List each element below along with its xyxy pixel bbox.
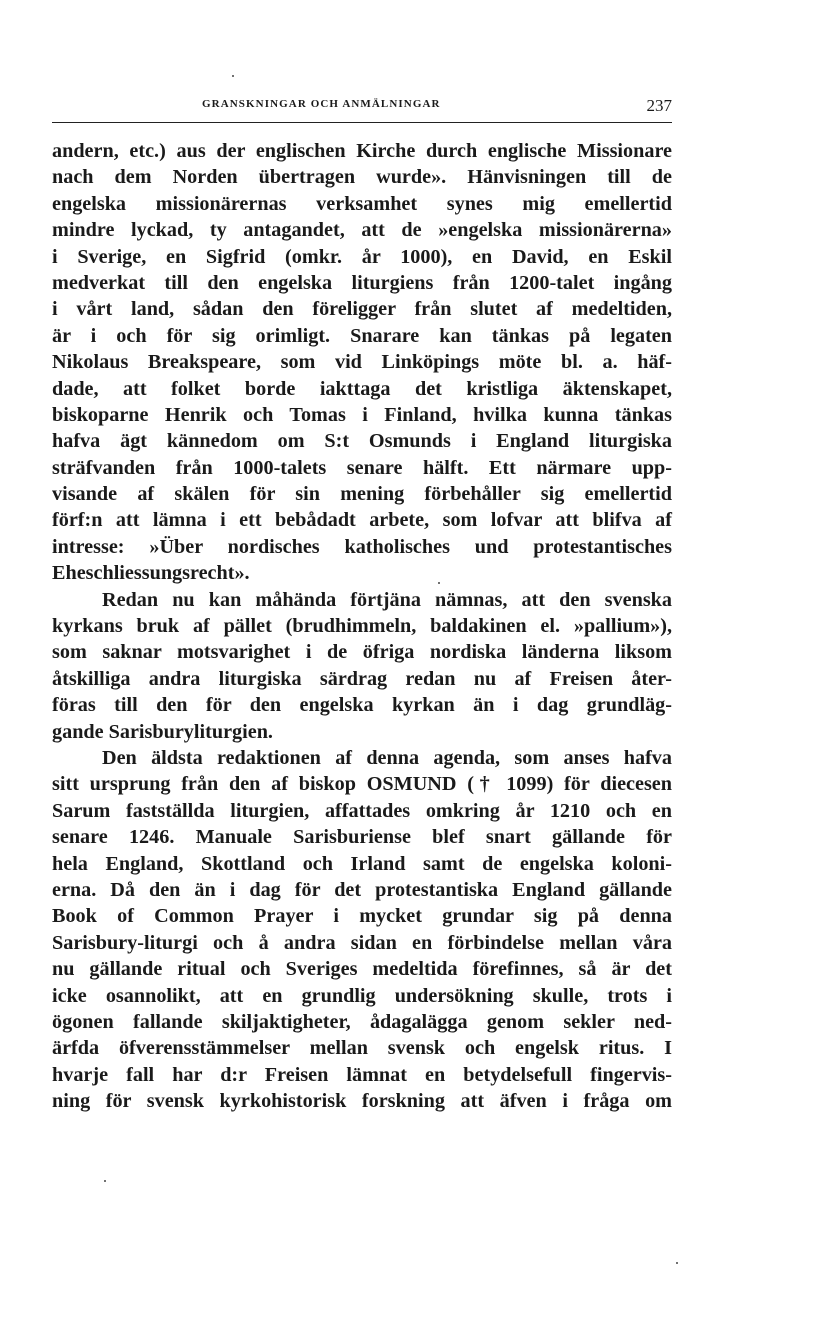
text-line: hela England, Skottland och Irland samt de engelska koloni-	[52, 852, 672, 875]
text-line: är i och för sig orimligt. Snarare kan tänkas på legaten	[52, 324, 672, 347]
speck-mid	[438, 582, 440, 584]
running-head: GRANSKNINGAR OCH ANMÄLNINGAR	[202, 98, 441, 110]
text-line: sträfvanden från 1000-talets senare hälft. Ett närmare upp-	[52, 456, 672, 479]
text-line: intresse: »Über nordisches katholisches und protestantisches	[52, 535, 672, 558]
text-line: sitt ursprung från den af biskop OSMUND († 1099) för diecesen	[52, 773, 672, 796]
text-line: Sarisbury-liturgi och å andra sidan en förbindelse mellan våra	[52, 931, 672, 954]
text-line: i vårt land, sådan den föreligger från slutet af medeltiden,	[52, 298, 672, 321]
speck-bottom	[104, 1180, 106, 1182]
text-line: hvarje fall har d:r Freisen lämnat en betydelsefull fingervis-	[52, 1063, 672, 1086]
paragraph-start-line: Redan nu kan måhända förtjäna nämnas, att den svenska	[102, 588, 672, 611]
speck-top	[232, 75, 234, 77]
paragraph-end-line: gande Sarisburyliturgien.	[52, 720, 273, 743]
body-text	[52, 138, 672, 1114]
text-line: nu gällande ritual och Sveriges medeltida förefinnes, så är det	[52, 958, 672, 981]
text-line: erna. Då den än i dag för det protestantiska England gällande	[52, 878, 672, 901]
text-line: ning för svensk kyrkohistorisk forskning att äfven i fråga om	[52, 1090, 672, 1113]
text-line: medverkat till den engelska liturgiens från 1200-talet ingång	[52, 271, 672, 294]
text-line: engelska missionärernas verksamhet synes mig emellertid	[52, 192, 672, 215]
text-line: ärfda öfverensstämmelser mellan svensk och engelsk ritus. I	[52, 1037, 672, 1060]
text-line: visande af skälen för sin mening förbehåller sig emellertid	[52, 483, 672, 506]
paragraph-end-line: Eheschliessungsrecht».	[52, 562, 250, 585]
header-rule	[52, 122, 672, 123]
text-line: Nikolaus Breakspeare, som vid Linköpings möte bl. a. häf-	[52, 351, 672, 374]
paragraph-start-line: Den äldsta redaktionen af denna agenda, som anses hafva	[102, 746, 672, 769]
page-header	[52, 96, 672, 120]
text-line: förf:n att lämna i ett bebådadt arbete, som lofvar att blifva af	[52, 509, 672, 532]
text-line: åtskilliga andra liturgiska särdrag redan nu af Freisen åter-	[52, 667, 672, 690]
text-line: dade, att folket borde iakttaga det kristliga äktenskapet,	[52, 377, 672, 400]
text-line: icke osannolikt, att en grundlig undersökning skulle, trots i	[52, 984, 672, 1007]
text-line: kyrkans bruk af pället (brudhimmeln, baldakinen el. »pallium»),	[52, 615, 672, 638]
text-line: i Sverige, en Sigfrid (omkr. år 1000), en David, en Eskil	[52, 245, 672, 268]
text-line: ögonen fallande skiljaktigheter, ådagalägga genom sekler ned-	[52, 1010, 672, 1033]
text-line: föras till den för den engelska kyrkan än i dag grundläg-	[52, 694, 672, 717]
text-line: nach dem Norden übertragen wurde». Hänvisningen till de	[52, 166, 672, 189]
text-line: mindre lyckad, ty antagandet, att de »engelska missionärerna»	[52, 219, 672, 242]
text-line: andern, etc.) aus der englischen Kirche durch englische Missionare	[52, 140, 672, 162]
text-line: senare 1246. Manuale Sarisburiense blef snart gällande för	[52, 826, 672, 849]
page-number: 237	[646, 96, 672, 115]
text-line: Book of Common Prayer i mycket grundar sig på denna	[52, 905, 672, 928]
speck-right	[676, 1262, 678, 1264]
text-line: Sarum fastställda liturgien, affattades omkring år 1210 och en	[52, 799, 672, 822]
text-line: som saknar motsvarighet i de öfriga nordiska länderna liksom	[52, 641, 672, 664]
text-line: hafva ägt kännedom om S:t Osmunds i England liturgiska	[52, 430, 672, 453]
text-line: biskoparne Henrik och Tomas i Finland, hvilka kunna tänkas	[52, 403, 672, 426]
